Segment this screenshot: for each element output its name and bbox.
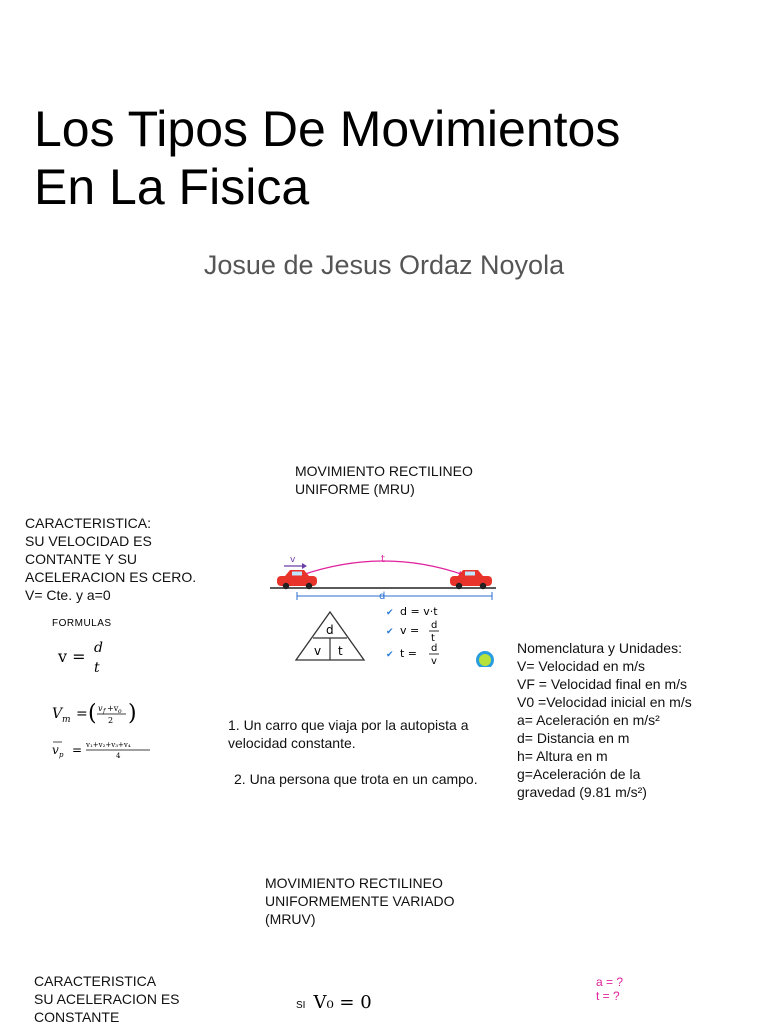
triangle-v: v	[314, 644, 322, 658]
mru-char-line: V= Cte. y a=0	[25, 587, 111, 603]
equation-t-lhs: t =	[400, 647, 418, 660]
mru-diagram-svg	[268, 545, 500, 667]
mru-char-line: SU VELOCIDAD ES	[25, 533, 152, 549]
badge-logo-icon	[476, 651, 494, 667]
equation-v-den: t	[431, 633, 435, 644]
svg-text:(: (	[88, 701, 97, 726]
svg-text:v: v	[52, 743, 59, 757]
mru-diagram	[268, 545, 500, 667]
svg-text:d: d	[94, 640, 103, 656]
mru-examples	[222, 716, 492, 806]
svg-text:2: 2	[108, 716, 114, 725]
dvt-triangle	[296, 612, 364, 660]
example-item: 2. Una persona que trota en un campo.	[234, 771, 478, 787]
check-icon: ✔	[386, 650, 394, 660]
mru-char-line: CARACTERISTICA:	[25, 515, 152, 531]
svg-text:): )	[128, 701, 137, 726]
car-left-icon	[277, 570, 317, 589]
nomenclature-line: g=Aceleración de la	[517, 766, 641, 782]
nomenclature-line: h= Altura en m	[517, 748, 608, 764]
equation-v-lhs: v =	[400, 624, 420, 637]
svg-text:4: 4	[116, 752, 121, 760]
svg-text:v: v	[98, 704, 103, 713]
svg-text:+v: +v	[107, 704, 119, 713]
mru-heading	[295, 462, 473, 498]
mru-formulas-image	[46, 618, 216, 768]
triangle-t: t	[338, 644, 343, 658]
svg-text:t: t	[94, 660, 100, 676]
svg-text:o: o	[118, 708, 122, 715]
nomenclature-line: VF = Velocidad final en m/s	[517, 676, 688, 692]
nomenclature-line: gravedad (9.81 m/s²)	[517, 784, 647, 800]
mruv-char-line: SU ACELERACION ES	[34, 991, 180, 1007]
formula-v0: V₀ = 0	[313, 992, 372, 1013]
unknown-a: a = ?	[596, 975, 624, 989]
nomenclature-line: d= Distancia en m	[517, 730, 630, 746]
svg-text:p: p	[59, 751, 64, 759]
nomenclature-line: Nomenclatura y Unidades:	[517, 640, 682, 656]
mruv-heading-line-2: UNIFORMEMENTE VARIADO	[265, 893, 455, 909]
formula-prefix: SI	[296, 1000, 306, 1011]
title-line-1: Los Tipos De Movimientos	[34, 101, 621, 157]
check-icon: ✔	[386, 627, 394, 637]
equation-t-den: v	[431, 656, 437, 667]
nomenclature-list	[517, 639, 692, 801]
unknown-t: t = ?	[596, 989, 620, 1003]
mruv-heading-line-1: MOVIMIENTO RECTILINEO	[265, 875, 443, 891]
mru-heading-line-2: UNIFORME (MRU)	[295, 481, 415, 497]
mru-characteristics	[25, 514, 196, 604]
equation-d: d = v·t	[400, 605, 438, 618]
svg-text:v₁+v₂+v₃+v₄: v₁+v₂+v₃+v₄	[86, 741, 131, 749]
equation-t-num: d	[431, 643, 438, 654]
velocity-label: v	[290, 555, 296, 565]
mruv-char-line: CONSTANTE	[34, 1009, 120, 1025]
equation-v-num: d	[431, 620, 438, 631]
example-item: 1. Un carro que viaja por la autopista a velocidad constante.	[228, 717, 469, 751]
check-icon: ✔	[386, 608, 394, 618]
svg-text:m: m	[62, 715, 71, 725]
svg-text:v =: v =	[58, 647, 86, 666]
svg-text:f: f	[103, 708, 106, 715]
page-title	[34, 100, 754, 216]
distance-label: d	[379, 591, 386, 602]
svg-text:V: V	[52, 706, 63, 722]
mruv-characteristics	[34, 972, 180, 1026]
formulas-label: FORMULAS	[52, 618, 112, 629]
mru-char-line: ACELERACION ES CERO.	[25, 569, 197, 585]
nomenclature-line: V0 =Velocidad inicial en m/s	[517, 694, 692, 710]
title-line-2: En La Fisica	[34, 159, 310, 215]
mru-char-line: CONTANTE Y SU	[25, 551, 138, 567]
mruv-char-line: CARACTERISTICA	[34, 973, 157, 989]
triangle-d: d	[326, 623, 334, 637]
mruv-unknowns	[596, 975, 623, 1003]
mruv-formula	[296, 992, 372, 1013]
author-subtitle: Josue de Jesus Ordaz Noyola	[203, 250, 565, 280]
velocity-arrowhead	[302, 563, 307, 569]
time-label: t	[381, 554, 385, 565]
svg-text:=: =	[76, 706, 88, 722]
mruv-heading-line-3: (MRUV)	[265, 911, 316, 927]
mruv-heading	[265, 874, 455, 928]
mru-heading-line-1: MOVIMIENTO RECTILINEO	[295, 463, 473, 479]
formulas-svg	[46, 618, 216, 768]
svg-text:=: =	[72, 743, 83, 757]
nomenclature-line: V= Velocidad en m/s	[517, 658, 646, 674]
nomenclature-line: a= Aceleración en m/s²	[517, 712, 660, 728]
